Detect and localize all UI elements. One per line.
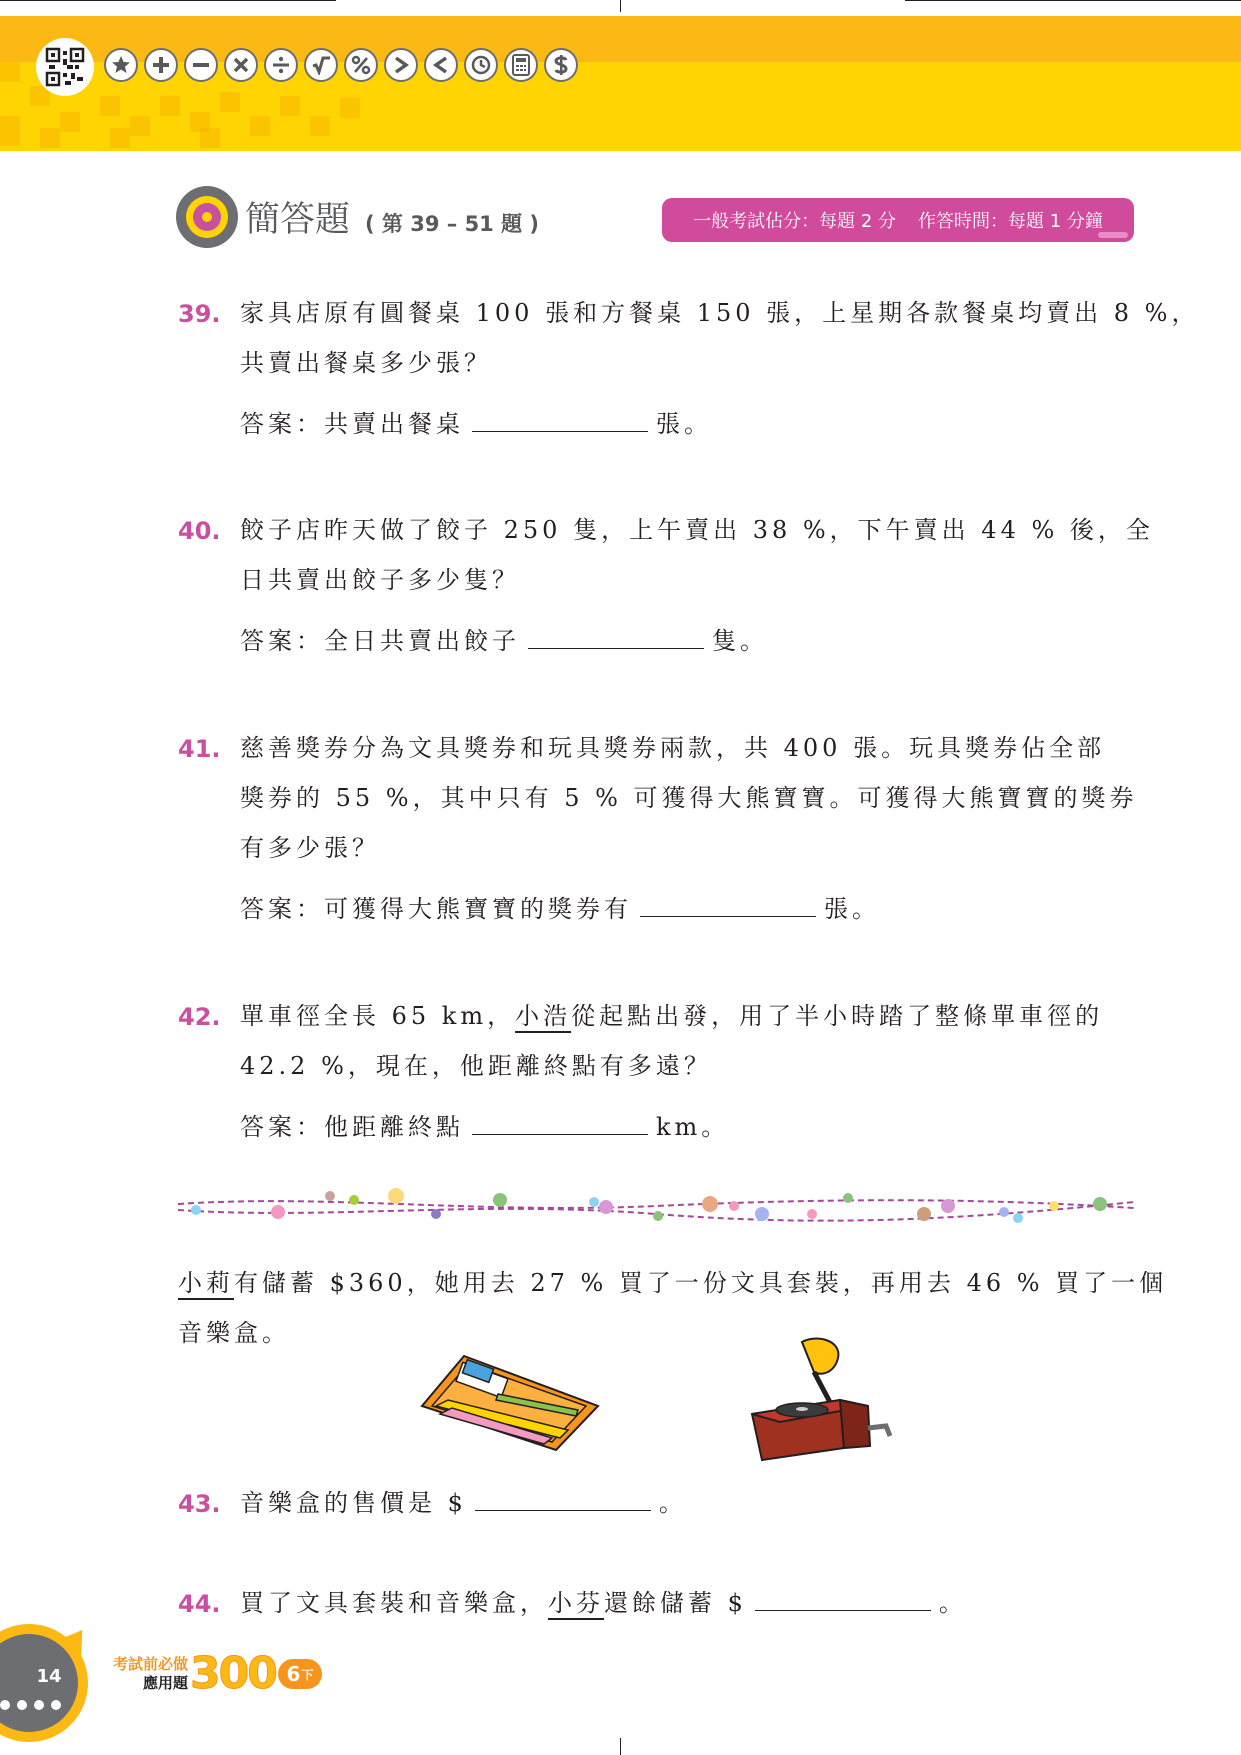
text-segment: 。 [938,1589,967,1617]
answer-prefix: 答案：全日共賣出餃子 [240,627,520,655]
calculator-icon [504,48,538,82]
answer-blank[interactable] [472,1111,648,1135]
dotted-divider [178,1180,1134,1240]
star-icon [104,48,138,82]
question-44 [178,1578,1138,1628]
section-target-icon [176,186,238,248]
question-line: 共賣出餐桌多少張？ [240,349,492,377]
answer-suffix: 張。 [656,410,712,438]
times-icon [224,48,258,82]
question-line: 獎券的 55 %，其中只有 5 % 可獲得大熊寶寶。可獲得大熊寶寶的獎券 [240,784,1138,812]
text-segment: 單車徑全長 65 km， [240,1002,516,1030]
question-42 [178,991,1138,1142]
sqrt-icon [304,48,338,82]
question-line: 家具店原有圓餐桌 100 張和方餐桌 150 張，上星期各款餐桌均賣出 8 %， [240,299,1200,327]
answer-blank[interactable] [528,625,704,649]
crop-mark [0,0,336,1]
answer-blank[interactable] [640,893,816,917]
header-band [0,16,1241,151]
answer-suffix: km。 [656,1113,730,1141]
person-name: 小浩 [515,1002,572,1030]
answer-suffix: 張。 [824,895,880,923]
math-symbol-row [104,48,578,82]
question-number: 43. [178,1490,221,1518]
question-line: 日共賣出餃子多少隻？ [240,566,520,594]
stationery-set-image [418,1350,602,1454]
brand-number: 300 [190,1648,276,1699]
question-40 [178,505,1154,656]
context-line [178,1258,1168,1308]
text-segment: 。 [658,1489,687,1517]
crop-mark [620,1738,621,1755]
dot-icon [32,1698,46,1712]
divide-icon [264,48,298,82]
percent-icon [344,48,378,82]
question-number: 41. [178,735,221,763]
section-question-range: ( 第 39 – 51 題 ) [365,212,540,236]
qr-code[interactable] [36,38,94,96]
question-number: 42. [178,1003,221,1031]
crop-mark [905,0,1241,1]
dot-icon [15,1698,29,1712]
plus-icon [144,48,178,82]
clock-icon [464,48,498,82]
question-line [240,991,1138,1041]
text-segment: 從起點出發，用了半小時踏了整條單車徑的 [571,1002,1104,1030]
text-segment: 有儲蓄 $360，她用去 27 % 買了一份文具套裝，再用去 46 % 買了一個 [234,1269,1168,1297]
question-line: 慈善獎券分為文具獎券和玩具獎券兩款，共 400 張。玩具獎券佔全部 [240,734,1106,762]
answer-suffix: 隻。 [712,627,768,655]
answer-line [240,621,1138,656]
score-time-info [662,198,1134,242]
dot-icon [49,1698,63,1712]
grade-term: 下 [301,1667,314,1682]
question-41 [178,723,1138,924]
grade-badge [278,1659,322,1689]
question-line: 42.2 %，現在，他距離終點有多遠？ [240,1052,712,1080]
text-segment: 買了文具套裝和音樂盒， [240,1589,548,1617]
page-number: 14 [36,1666,62,1687]
score-info: 一般考試佔分：每題 2 分 [693,211,896,232]
question-text [240,991,1138,1091]
music-box-image [744,1336,900,1464]
answer-line [240,889,1138,924]
dollar-icon [544,48,578,82]
question-text [240,505,1154,605]
brand-title [106,1655,188,1693]
answer-blank[interactable] [472,408,648,432]
answer-blank[interactable] [475,1487,651,1511]
answer-prefix: 答案：可獲得大熊寶寶的獎券有 [240,895,632,923]
time-info: 作答時間：每題 1 分鐘 [918,211,1103,232]
answer-blank[interactable] [755,1587,931,1611]
footer-dots [0,1698,63,1712]
section-title: 簡答題 [245,200,351,240]
greater-than-icon [384,48,418,82]
crop-mark [620,0,621,12]
question-number: 39. [178,300,221,328]
dot-icon [0,1698,12,1712]
question-line: 有多少張？ [240,834,380,862]
answer-line [240,1107,1138,1142]
question-39 [178,288,1200,439]
brand-line-1: 考試前必做 [112,1655,188,1673]
question-text [240,723,1138,873]
answer-line [240,404,1138,439]
question-line: 餃子店昨天做了餃子 250 隻，上午賣出 38 %，下午賣出 44 % 後，全 [240,516,1154,544]
person-name: 小芬 [548,1589,604,1617]
question-43 [178,1478,1138,1528]
answer-prefix: 答案：他距離終點 [240,1113,464,1141]
text-segment: 音樂盒的售價是 $ [240,1489,467,1517]
question-text [240,288,1200,388]
shared-context [178,1258,1168,1358]
question-number: 44. [178,1590,221,1618]
person-name: 小莉 [178,1269,234,1297]
less-than-icon [424,48,458,82]
context-line: 音樂盒。 [178,1319,290,1347]
text-segment: 還餘儲蓄 $ [604,1589,747,1617]
question-text [240,1478,1138,1528]
answer-prefix: 答案：共賣出餐桌 [240,410,464,438]
question-number: 40. [178,517,221,545]
minus-icon [184,48,218,82]
brand-line-2: 應用題 [142,1674,188,1692]
question-text [240,1578,1138,1628]
grade-number: 6 [286,1662,301,1686]
